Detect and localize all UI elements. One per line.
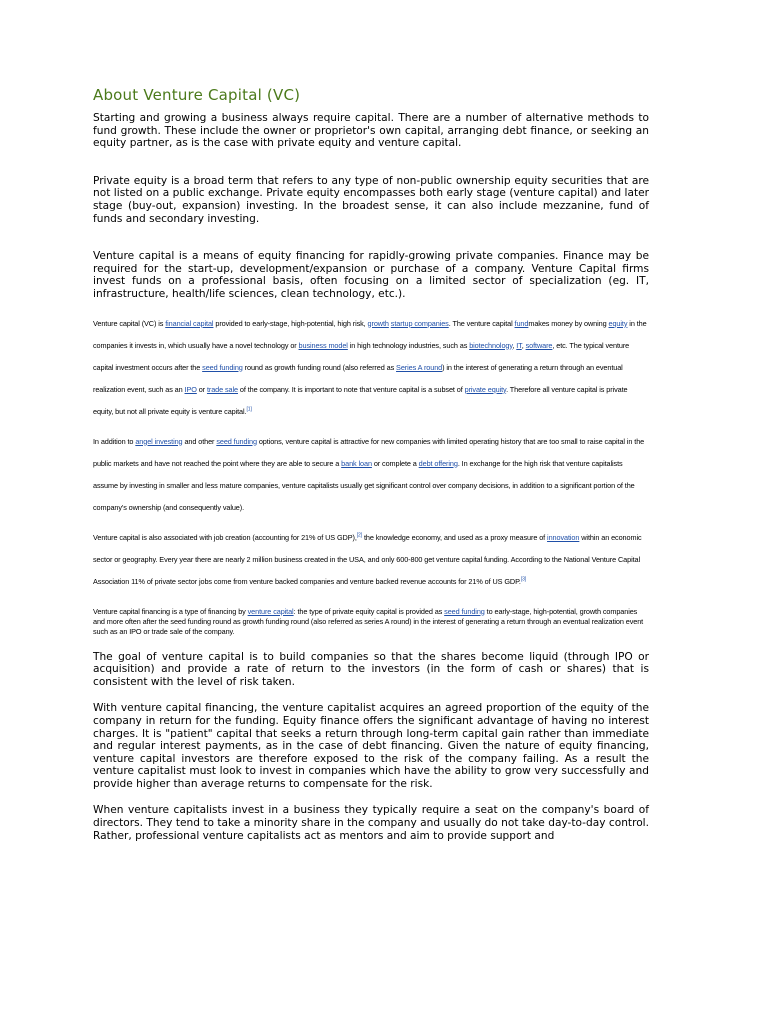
text-span: ,	[521, 340, 526, 350]
text-span: within an economic sector or geography. Every year there are nearly 2 million business created in the USA, and only 600-800 get venture capital funding. According to the National Venture Capital Association 11% of private sector jobs come from venture backed companies and venture backed revenue accounts for 21% of US GDP.	[93, 532, 642, 586]
link-venture-capital[interactable]: venture capital	[247, 606, 294, 616]
text-span: round as growth funding round (also referred as	[242, 362, 397, 372]
link-seed-funding[interactable]: seed funding	[444, 606, 485, 616]
text-span: , etc. The typical venture capital investment occurs after the	[93, 340, 630, 372]
text-span: of the company. It is important to note that venture capital is a subset of	[238, 384, 465, 394]
page-title: About Venture Capital (VC)	[93, 86, 301, 104]
financing-paragraph	[93, 607, 649, 637]
document-page	[93, 86, 649, 867]
citation-link[interactable]: [3]	[520, 576, 527, 583]
link-ipo[interactable]: IPO	[184, 384, 197, 394]
text-span: in the companies it invests in, which usually have a novel technology or	[93, 318, 647, 350]
text-span: makes money by owning	[528, 318, 609, 328]
text-span: In addition to	[93, 436, 136, 446]
text-span: to early-stage, high-potential, growth companies and more often after the seed funding round as growth funding round (also referred as series A round) in the interest of generating a return through an eventual realization event such as an IPO or trade sale of the company.	[93, 606, 644, 636]
link-startup-companies[interactable]: startup companies	[390, 318, 449, 328]
link-it[interactable]: IT	[516, 340, 522, 350]
link-private-equity[interactable]: private equity	[464, 384, 507, 394]
link-software[interactable]: software	[525, 340, 553, 350]
text-span: or complete a	[371, 458, 419, 468]
text-span: Venture capital (VC) is	[93, 318, 166, 328]
text-span: : the type of private equity capital is provided as	[293, 606, 445, 616]
link-trade-sale[interactable]: trade sale	[206, 384, 238, 394]
link-bank-loan[interactable]: bank loan	[341, 458, 372, 468]
wiki-paragraph-definition	[93, 313, 649, 423]
link-series-a-round[interactable]: Series A round	[396, 362, 443, 372]
text-span: or	[196, 384, 207, 394]
text-span: provided to early-stage, high-potential, high risk,	[213, 318, 368, 328]
text-span: options, venture capital is attractive for new companies with limited operating history that are too small to raise capital in the public markets and have not reached the point where they are able to secure a	[93, 436, 645, 468]
link-debt-offering[interactable]: debt offering	[418, 458, 458, 468]
intro-paragraph: Starting and growing a business always require capital. There are a number of alternative methods to fund growth. These include the owner or proprietor's own capital, arranging debt finance, or seeking an equity partner, as is the case with private equity and venture capital.	[93, 112, 649, 150]
citation-link[interactable]: [1]	[246, 406, 252, 413]
text-span: Venture capital financing is a type of financing by	[93, 606, 248, 616]
wiki-paragraph-job-creation	[93, 527, 649, 593]
private-equity-paragraph: Private equity is a broad term that refers to any type of non-public ownership equity securities that are not listed on a public exchange. Private equity encompasses both early stage (venture capital) and later stage (buy-out, expansion) investing. In the broadest sense, it can also include mezzanine, fund of funds and secondary investing.	[93, 174, 649, 225]
wiki-paragraph-attractive	[93, 431, 649, 519]
text-span: and other	[182, 436, 217, 446]
text-span: Venture capital is also associated with job creation (accounting for 21% of US GDP),	[93, 532, 357, 542]
text-span: the knowledge economy, and used as a proxy measure of	[362, 532, 548, 542]
link-growth[interactable]: growth	[367, 318, 389, 328]
board-paragraph: When venture capitalists invest in a business they typically require a seat on the company's board of directors. They tend to take a minority share in the company and usually do not take day-to-day control. Rather, professional venture capitalists act as mentors and aim to provide support and	[93, 804, 649, 842]
text-span: . The venture capital	[448, 318, 515, 328]
financing-details-paragraph: With venture capital financing, the venture capitalist acquires an agreed proportion of the equity of the company in return for the funding. Equity finance offers the significant advantage of having no interest charges. It is "patient" capital that seeks a return through long-term capital gain rather than immediate and regular interest payments, as in the case of debt financing. Given the nature of equity financing, venture capital investors are therefore exposed to the risk of the company failing. As a result the venture capitalist must look to invest in companies which have the ability to grow very successfully and provide higher than average returns to compensate for the risk.	[93, 702, 649, 790]
text-span: ) in the interest of generating a return through an eventual realization event, such as an	[93, 362, 623, 394]
link-seed-funding[interactable]: seed funding	[216, 436, 257, 446]
venture-capital-paragraph: Venture capital is a means of equity financing for rapidly-growing private companies. Finance may be required for the start-up, development/expansion or purchase of a company. Venture Capital firms invest funds on a professional basis, often focusing on a limited sector of specialization (eg. IT, infrastructure, health/life sciences, clean technology, etc.).	[93, 250, 649, 300]
goal-paragraph: The goal of venture capital is to build companies so that the shares become liquid (through IPO or acquisition) and provide a rate of return to the investors (in the form of cash or shares) that is consistent with the level of risk taken.	[93, 650, 649, 688]
link-innovation[interactable]: innovation	[547, 532, 580, 542]
citation-link[interactable]: [2]	[356, 532, 363, 539]
link-business-model[interactable]: business model	[298, 340, 348, 350]
link-seed-funding[interactable]: seed funding	[202, 362, 243, 372]
text-span: ,	[512, 340, 517, 350]
link-biotechnology[interactable]: biotechnology	[469, 340, 513, 350]
link-financial-capital[interactable]: financial capital	[165, 318, 214, 328]
text-span: . In exchange for the high risk that venture capitalists assume by investing in smaller and less mature companies, venture capitalists usually get significant control over company decisions, in addition to a significant portion of the company's ownership (and consequently value).	[93, 458, 635, 512]
link-fund[interactable]: fund	[514, 318, 529, 328]
link-angel-investing[interactable]: angel investing	[135, 436, 183, 446]
text-span: in high technology industries, such as	[347, 340, 470, 350]
link-equity[interactable]: equity	[608, 318, 628, 328]
text-span: . Therefore all venture capital is private equity, but not all private equity is venture capital.	[93, 384, 628, 416]
